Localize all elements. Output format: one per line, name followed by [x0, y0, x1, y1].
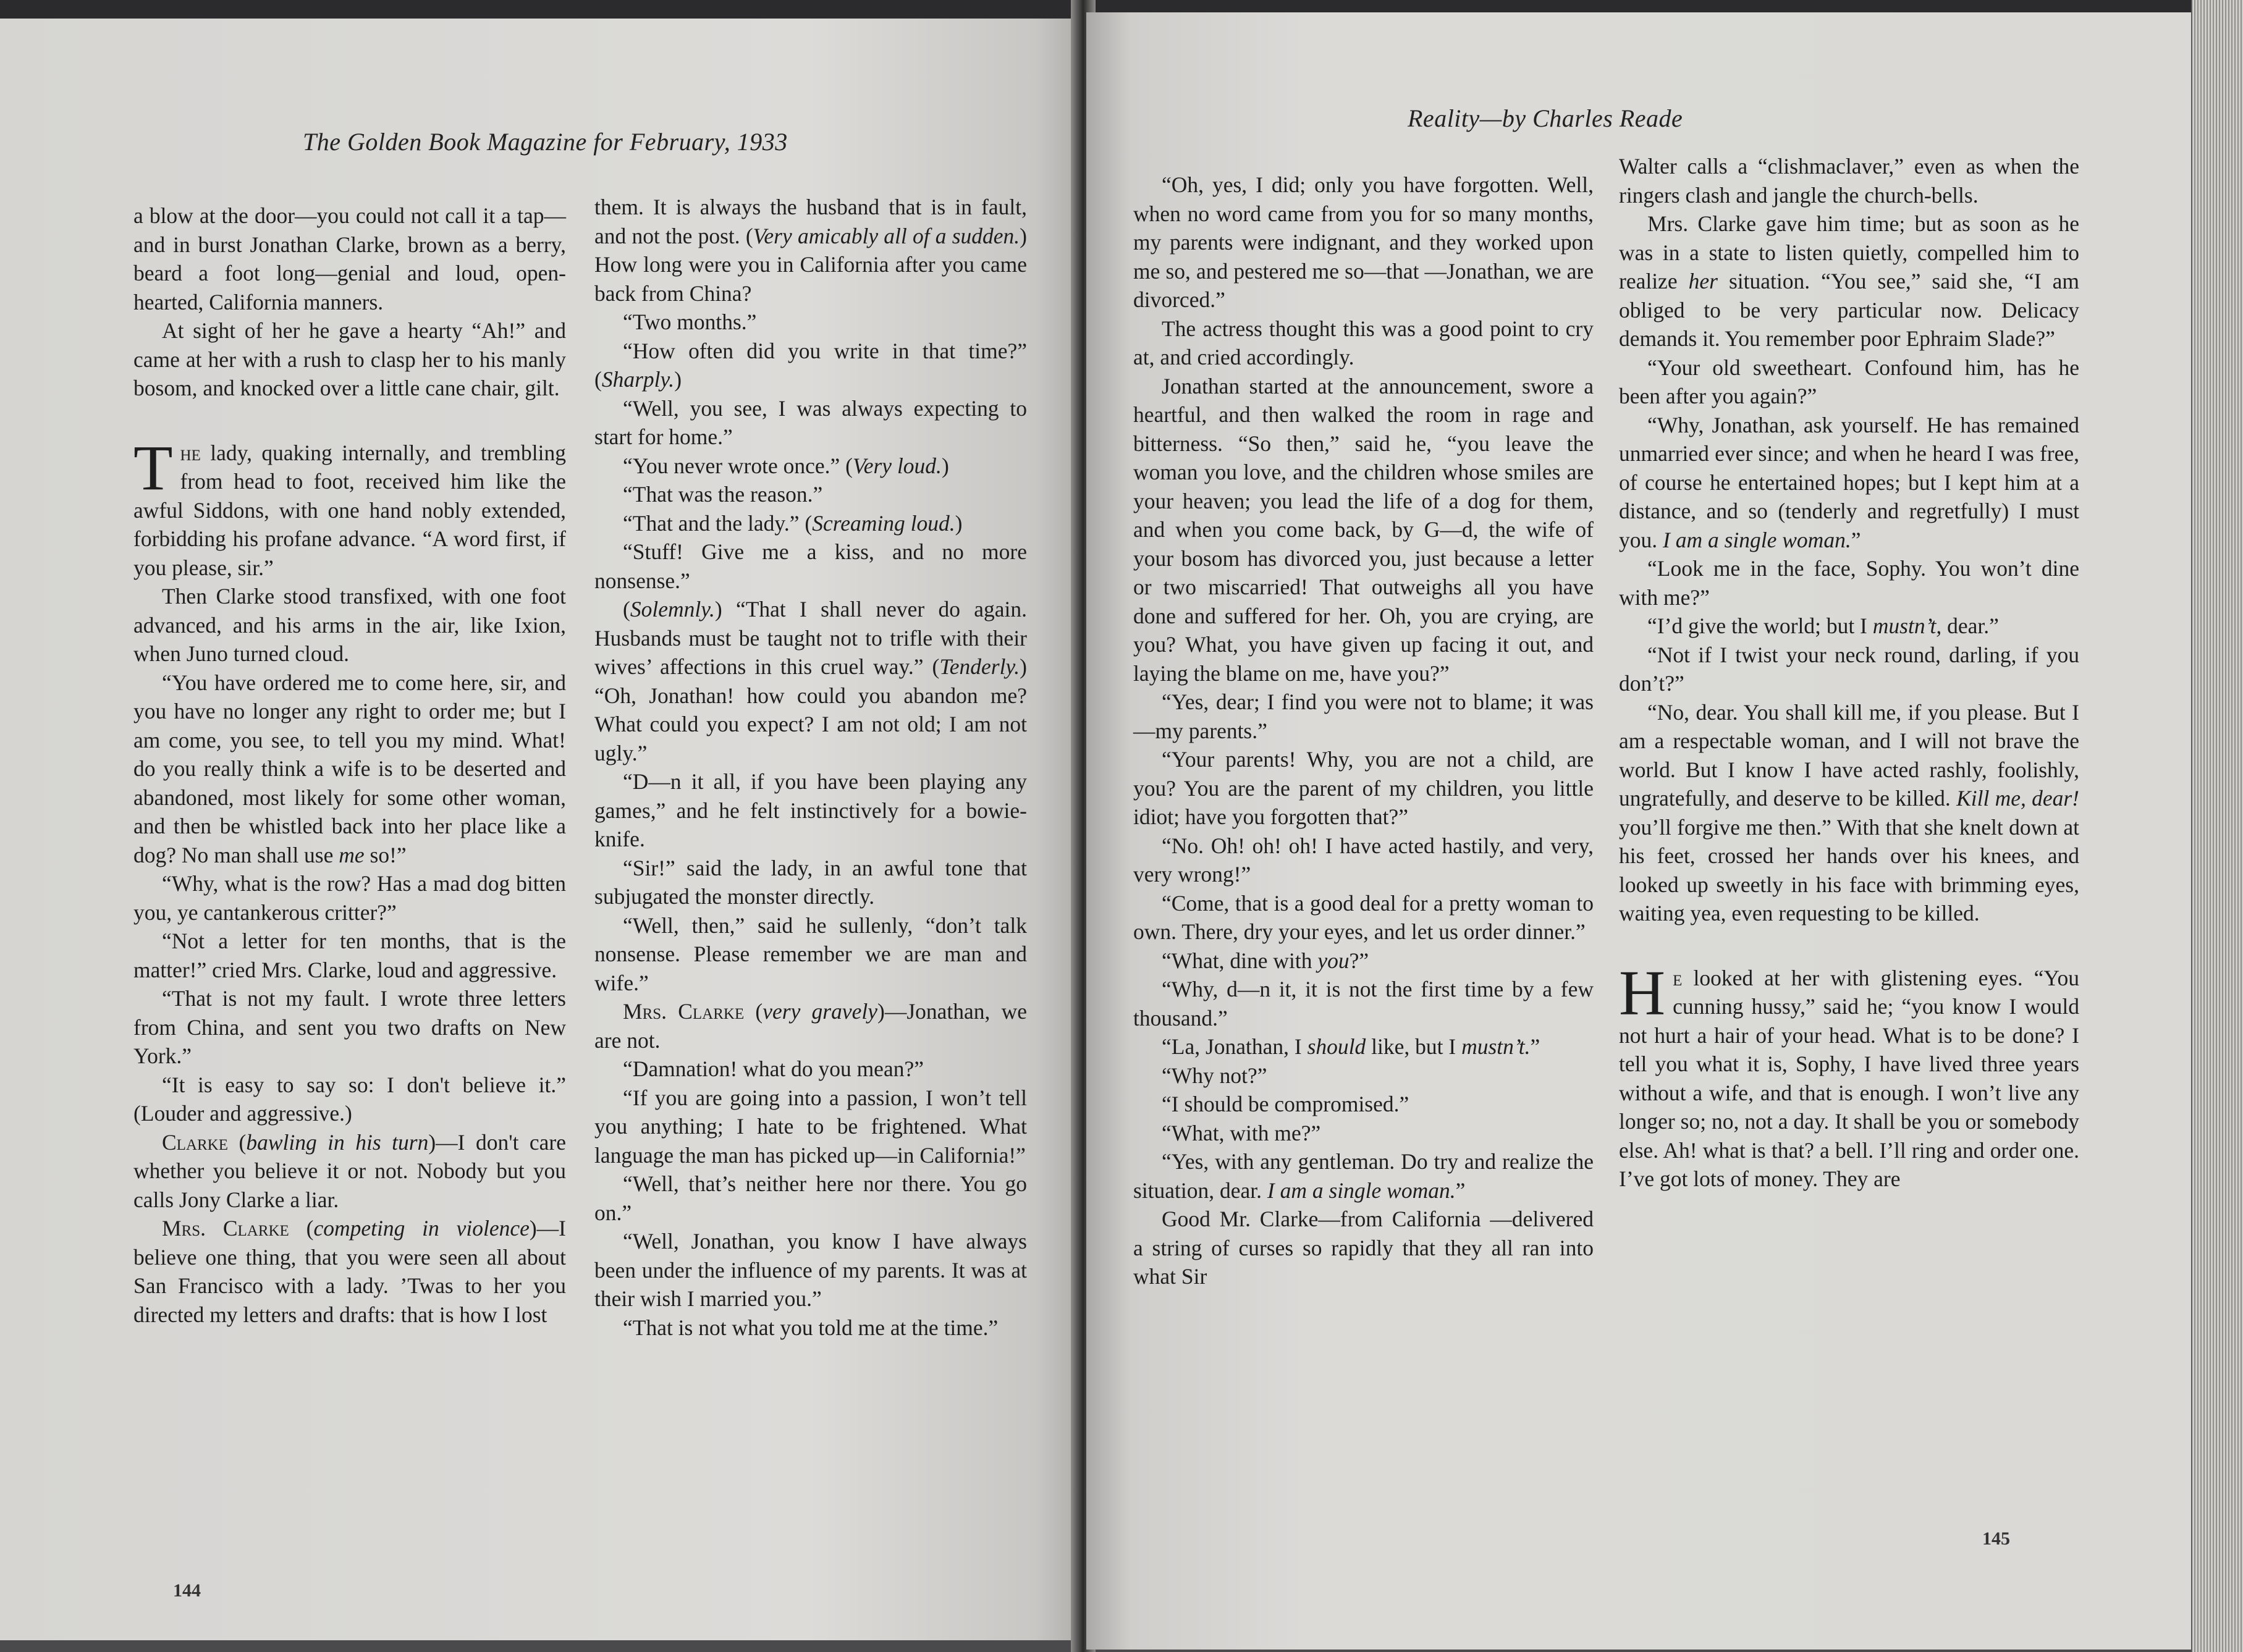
paragraph: “It is easy to say so: I don't believe it.” (Louder and aggressive.) — [133, 1072, 566, 1126]
paragraph: “Well, Jonathan, you know I have always been under the influence of my parents. It was at their wish I married you.” — [594, 1229, 1027, 1311]
paragraph: “That is not what you told me at the time.” — [623, 1315, 999, 1340]
left-page-number: 144 — [173, 1580, 201, 1601]
paragraph: At sight of her he gave a hearty “Ah!” and came at her with a rush to clasp her to his manly bosom, and knocked over a little cane chair, gilt. — [133, 318, 566, 400]
paragraph: Good Mr. Clarke—from California —delivered a string of curses so rapidly that they all ran into what Sir — [1133, 1207, 1594, 1289]
paragraph: “I’d give the world; but I mustn’t, dear.” — [1647, 613, 1999, 638]
paragraph: Then Clarke stood transfixed, with one foot advanced, and his arms in the air, like Ixion, when Juno turned cloud. — [133, 584, 566, 666]
paragraph: a blow at the door—you could not call it a tap—and in burst Jonathan Clarke, brown as a berry, beard a foot long—genial and loud, open-hearted, California manners. — [133, 203, 566, 314]
paragraph: “If you are going into a passion, I won’t tell you anything; I hate to be frightened. What language the man has picked up—in California!” — [594, 1085, 1027, 1168]
paragraph: “Come, that is a good deal for a pretty woman to own. There, dry your eyes, and let us order dinner.” — [1133, 890, 1594, 944]
right-running-head: Reality—by Charles Reade — [1408, 104, 1683, 132]
paragraph: “Yes, dear; I find you were not to blame; it was—my parents.” — [1133, 689, 1594, 743]
page-edges — [2191, 0, 2243, 1652]
paragraph: Walter calls a “clishmaclaver,” even as when the ringers clash and jangle the church-bells. — [1619, 154, 2079, 208]
right-page-number: 145 — [1982, 1528, 2010, 1549]
paragraph: “La, Jonathan, I should like, but I mustn’t.” — [1162, 1034, 1540, 1059]
paragraph: “Oh, yes, I did; only you have forgotten. Well, when no word came from you for so many months, my parents were indignant, and they worked upon me so, and pestered me so—that —Jonathan, we are divorced.” — [1133, 172, 1594, 312]
paragraph: “What, dine with you?” — [1162, 948, 1369, 973]
paragraph: Mrs. Clarke (very gravely)—Jonathan, we are not. — [594, 999, 1027, 1053]
right-page — [1086, 12, 2191, 1650]
paragraph: “That was the reason.” — [623, 482, 823, 507]
paragraph: Jonathan started at the announcement, swore a heartful, and then walked the room in rage and bitterness. “So then,” said he, “you leave the woman you love, and the children whose smiles are your heaven; you lead the life of a dog for them, and when you come back, by G—d, the wife of your bosom has divorced you, just because a letter or two miscarried! That outweighs all you have done and suffered for her. Oh, you are crying, are you? What, you have given up facing it out, and laying the blame on me, have you?” — [1133, 373, 1594, 686]
paragraph: “Well, you see, I was always expecting to start for home.” — [594, 395, 1027, 449]
paragraph: “What, with me?” — [1162, 1120, 1321, 1145]
paragraph: Mrs. Clarke (competing in violence)—I believe one thing, that you were seen all about San Francisco with a lady. ’Twas to her you directed my letters and drafts: that is how I lost — [133, 1216, 566, 1327]
paragraph: “Not a letter for ten months, that is the matter!” cried Mrs. Clarke, loud and aggressive. — [133, 929, 566, 982]
paragraph: “Why, what is the row? Has a mad dog bitten you, ye cantankerous critter?” — [133, 871, 566, 925]
drop-cap: T — [133, 432, 173, 504]
dropcap-paragraph: The lady, quaking internally, and trembling from head to foot, received him like the awful Siddons, with one hand nobly extended, forbidding his profane advance. “A word first, if you please, sir.” — [133, 432, 566, 580]
paragraph: “That and the lady.” (Screaming loud.) — [623, 510, 963, 536]
paragraph: “Damnation! what do you mean?” — [623, 1056, 924, 1081]
paragraph: “D—n it all, if you have been playing any games,” and he felt instinctively for a bowie-knife. — [594, 769, 1027, 851]
paragraph: “Stuff! Give me a kiss, and no more nonsense.” — [594, 539, 1027, 593]
paragraph: “You have ordered me to come here, sir, and you have no longer any right to order me; but I am come, you see, to tell you my mind. What! do you really think a wife is to be deserted and abandoned, most likely for some other woman, and then be whistled back into her place like a dog? No man shall use me so!” — [133, 670, 566, 867]
paragraph: “No. Oh! oh! oh! I have acted hastily, and very, very wrong!” — [1133, 833, 1594, 887]
paragraph: “Look me in the face, Sophy. You won’t dine with me?” — [1619, 556, 2079, 610]
paragraph: “That is not my fault. I wrote three letters from China, and sent you two drafts on New York.” — [133, 986, 566, 1068]
paragraph: “Well, then,” said he sullenly, “don’t talk nonsense. Please remember we are man and wife.” — [594, 912, 1027, 995]
paragraph: “Why not?” — [1162, 1063, 1267, 1088]
right-column-1 — [1133, 171, 1594, 1291]
paragraph: “Your parents! Why, you are not a child, are you? You are the parent of my children, you little idiot; have you forgotten that?” — [1133, 747, 1594, 829]
paragraph: The actress thought this was a good point to cry at, and cried accordingly. — [1133, 316, 1594, 369]
paragraph: Mrs. Clarke gave him time; but as soon as he was in a state to listen quietly, compelled him to realize her situation. “You see,” said she, “I am obliged to be very particular now. Delicacy demands it. You remember poor Ephraim Slade?” — [1619, 211, 2080, 351]
left-column-2 — [594, 193, 1027, 1342]
dropcap-paragraph: He looked at her with glistening eyes. “You cunning hussy,” said he; “you know I would not hurt a hair of your head. What is to be done? I tell you what it is, Sophy, I have lived three years without a wife, and that is enough. I won’t live any longer so; no, not a day. It shall be you or somebody else. Ah! what is that? a bell. I’ll ring and order one. I’ve got lots of money. They are — [1619, 957, 2079, 1191]
paragraph: “Why, d—n it, it is not the first time by a few thousand.” — [1133, 977, 1594, 1030]
paragraph: “No, dear. You shall kill me, if you please. But I am a respectable woman, and I will not brave the world. But I know I have acted rashly, foolishly, ungratefully, and deserve to be killed. Kill me, dear! you’ll forgive me then.” With that she knelt down at his feet, crossed her hands over his knees, and looked up sweetly in his face with brimming eyes, waiting yea, even requesting to be killed. — [1619, 699, 2079, 925]
paragraph: “I should be compromised.” — [1162, 1092, 1409, 1116]
right-column-2 — [1619, 152, 2079, 1194]
paragraph: them. It is always the husband that is in fault, and not the post. (Very amicably all of a sudden.) How long were you in California after you came back from China? — [594, 195, 1027, 306]
paragraph: “Your old sweetheart. Confound him, has he been after you again?” — [1619, 355, 2079, 408]
paragraph: “Sir!” said the lady, in an awful tone that subjugated the monster directly. — [594, 855, 1027, 909]
paragraph: “Not if I twist your neck round, darling, if you don’t?” — [1619, 642, 2079, 696]
left-page — [0, 19, 1078, 1640]
paragraph: “How often did you write in that time?” (Sharply.) — [594, 338, 1027, 392]
paragraph: (Solemnly.) “That I shall never do again. Husbands must be taught not to trifle with their wives’ affections in this cruel way.” (Tenderly.) “Oh, Jonathan! how could you abandon me? What could you expect? I am not old; I am not ugly.” — [594, 597, 1027, 765]
paragraph: “Two months.” — [623, 310, 757, 334]
left-running-head: The Golden Book Magazine for February, 1933 — [303, 128, 788, 156]
drop-cap: H — [1619, 957, 1666, 1029]
paragraph: “Well, that’s neither here nor there. You go on.” — [594, 1171, 1027, 1225]
left-column-1 — [133, 201, 566, 1329]
paragraph: Clarke (bawling in his turn)—I don't care whether you believe it or not. Nobody but you calls Jony Clarke a liar. — [133, 1129, 567, 1212]
paragraph: “Yes, with any gentleman. Do try and realize the situation, dear. I am a single woman.” — [1133, 1149, 1594, 1203]
paragraph: “Why, Jonathan, ask yourself. He has remained unmarried ever since; and when he heard I was free, of course he entertained hopes; but I kept him at a distance, and so (tenderly and regretfully) I must you. I am a single woman.” — [1619, 412, 2079, 552]
paragraph: “You never wrote once.” (Very loud.) — [623, 453, 949, 478]
